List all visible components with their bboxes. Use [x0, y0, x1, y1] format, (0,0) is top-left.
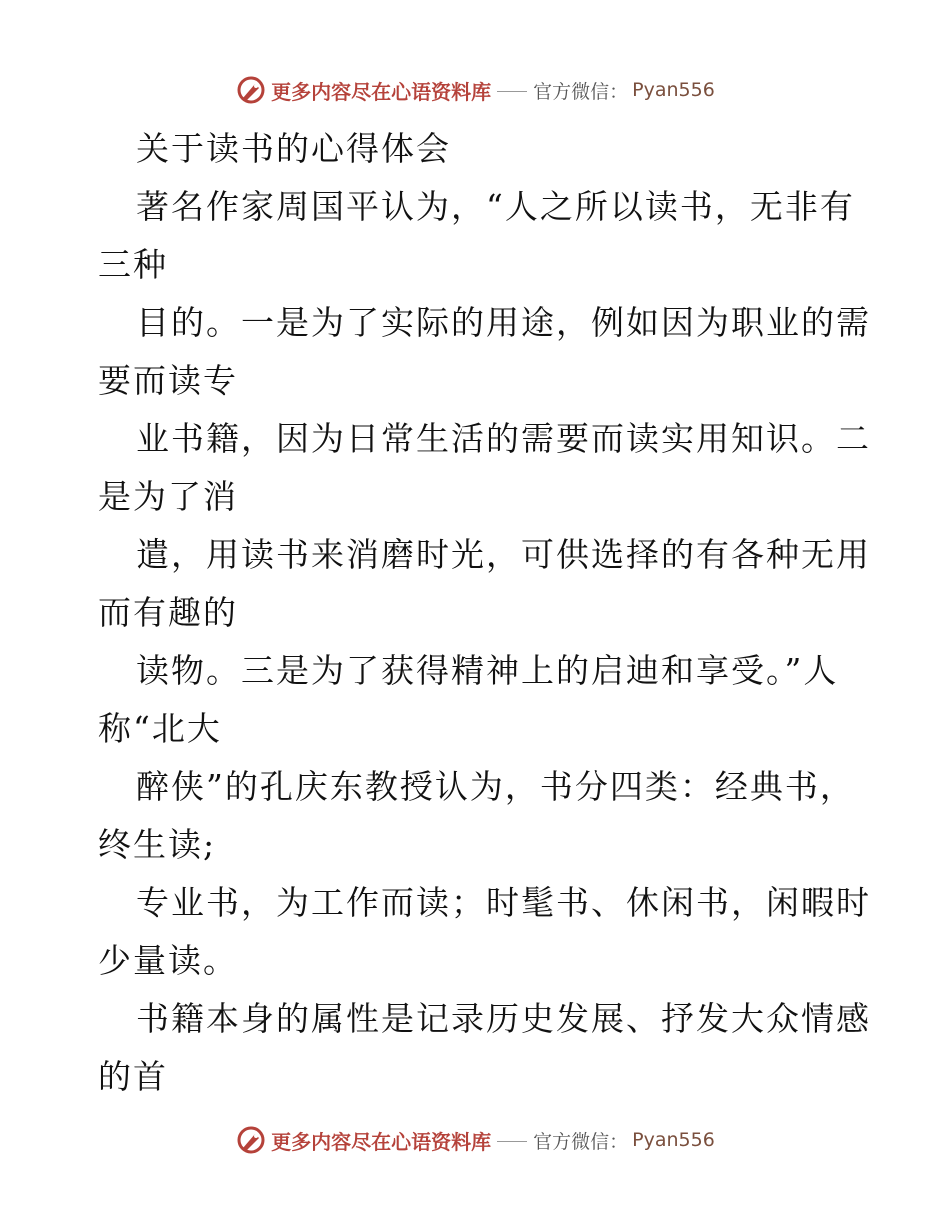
paragraph-line: 书籍本身的属性是记录历史发展、抒发大众情感	[136, 999, 871, 1038]
paragraph-line: 醉侠”的孔庆东教授认为，书分四类：经典书，	[136, 767, 855, 806]
paragraph	[98, 990, 871, 1106]
footer-watermark	[0, 1120, 950, 1160]
paragraph	[98, 178, 858, 294]
paragraph-continuation: 的首	[98, 1057, 168, 1096]
paragraph	[98, 294, 871, 410]
paragraph-continuation: 称“北大	[98, 709, 222, 748]
paragraph	[98, 526, 871, 642]
paragraph	[98, 758, 858, 874]
paragraph-line: 业书籍，因为日常生活的需要而读实用知识。二	[136, 419, 871, 458]
watermark-sub-text: 官方微信：	[533, 80, 629, 103]
watermark-wechat-id: Pyan556	[632, 79, 715, 101]
document-body	[98, 120, 871, 1106]
watermark-sub-text: 官方微信：	[533, 1130, 629, 1153]
watermark-divider	[497, 1141, 527, 1142]
pen-logo-icon	[235, 1124, 267, 1156]
paragraph-line: 著名作家周国平认为，“人之所以读书，无非有	[136, 187, 855, 226]
paragraph	[98, 874, 871, 990]
document-title: 关于读书的心得体会	[136, 129, 451, 168]
paragraph-line: 目的。一是为了实际的用途，例如因为职业的需	[136, 303, 871, 342]
paragraph-continuation: 而有趣的	[98, 593, 238, 632]
watermark-divider	[497, 91, 527, 92]
paragraph-line: 专业书，为工作而读；时髦书、休闲书，闲暇时	[136, 883, 871, 922]
watermark-main-text: 更多内容尽在心语资料库	[271, 1129, 492, 1154]
paragraph-continuation: 是为了消	[98, 477, 238, 516]
paragraph-continuation: 要而读专	[98, 361, 238, 400]
watermark-main-text: 更多内容尽在心语资料库	[271, 79, 492, 104]
paragraph-continuation: 少量读。	[98, 941, 238, 980]
paragraph	[98, 642, 858, 758]
paragraph-line: 读物。三是为了获得精神上的启迪和享受。”人	[136, 651, 839, 690]
paragraph-continuation: 三种	[98, 245, 168, 284]
paragraph-line: 遣，用读书来消磨时光，可供选择的有各种无用	[136, 535, 871, 574]
watermark-wechat-id: Pyan556	[632, 1129, 715, 1151]
paragraph	[98, 410, 871, 526]
paragraph-continuation: 终生读;	[98, 825, 217, 864]
header-watermark	[0, 70, 950, 110]
pen-logo-icon	[235, 74, 267, 106]
